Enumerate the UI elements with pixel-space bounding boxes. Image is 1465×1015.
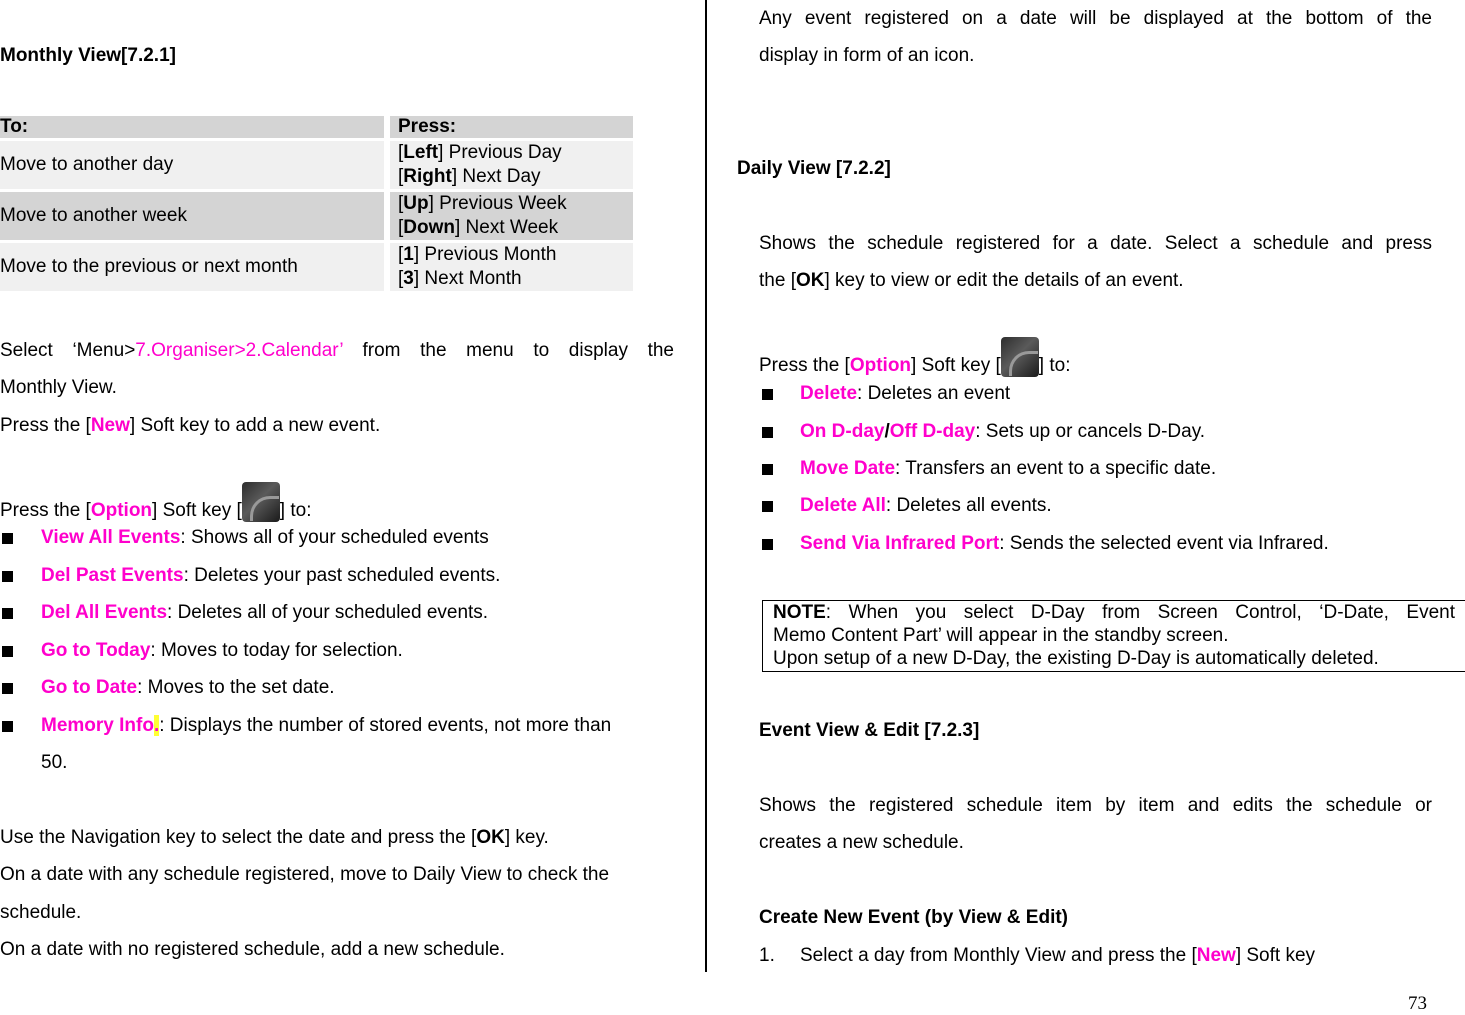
- daily-view-title: Daily View [7.2.2]: [737, 158, 891, 179]
- step-text: Select a day from Monthly View and press the [New] Soft key: [800, 945, 1316, 966]
- monthly-view-title: Monthly View[7.2.1]: [0, 45, 176, 66]
- list-item: Del Past Events: Deletes your past scheduled events.: [41, 565, 501, 586]
- bullet-icon: [762, 389, 773, 400]
- table-row: Move to another day [Left] Previous Day [Right] Next Day: [0, 141, 633, 189]
- list-item: Delete All: Deletes all events.: [800, 495, 1052, 516]
- list-item: Go to Date: Moves to the set date.: [41, 677, 335, 698]
- list-item: View All Events: Shows all of your scheduled events: [41, 527, 489, 548]
- column-divider: [705, 0, 707, 972]
- bullet-icon: [2, 646, 13, 657]
- soft-key-icon: [1001, 337, 1039, 377]
- navigation-text: Use the Navigation key to select the date and press the [OK] key.: [0, 827, 549, 848]
- bullet-icon: [2, 721, 13, 732]
- list-item: On D-day/Off D-day: Sets up or cancels D-Day.: [800, 421, 1206, 442]
- bullet-icon: [762, 539, 773, 550]
- table-header-press: Press:: [384, 116, 633, 138]
- table-header-to: To:: [0, 116, 384, 138]
- event-view-title: Event View & Edit [7.2.3]: [759, 720, 980, 741]
- table-row: Move to the previous or next month [1] Previous Month [3] Next Month: [0, 243, 633, 291]
- create-event-title: Create New Event (by View & Edit): [759, 907, 1069, 928]
- list-item: Go to Today: Moves to today for selection.: [41, 640, 403, 661]
- bullet-icon: [762, 464, 773, 475]
- page-number: 73: [1408, 993, 1427, 1014]
- bullet-icon: [762, 501, 773, 512]
- key-table: [0, 113, 633, 294]
- press-option-text: Press the [Option] Soft key [ ] to:: [0, 482, 311, 522]
- list-item: Memory Info.: Displays the number of stored events, not more than: [41, 715, 612, 736]
- note-box: NOTE: When you select D-Day from Screen Control, ‘D-Date, Event Memo Content Part’ will appear in the standby screen. Upon setup of a new D-Day, the existing D-Day is automatically deleted.: [762, 600, 1465, 672]
- press-new-text: Press the [New] Soft key to add a new event.: [0, 415, 381, 436]
- step-number: 1.: [759, 945, 775, 966]
- bullet-icon: [2, 533, 13, 544]
- bullet-icon: [2, 608, 13, 619]
- list-item: Send Via Infrared Port: Sends the selected event via Infrared.: [800, 533, 1329, 554]
- table-row: Move to another week [Up] Previous Week [Down] Next Week: [0, 192, 633, 240]
- bullet-icon: [2, 683, 13, 694]
- bullet-icon: [762, 427, 773, 438]
- list-item: Del All Events: Deletes all of your scheduled events.: [41, 602, 489, 623]
- list-item: Move Date: Transfers an event to a specific date.: [800, 458, 1217, 479]
- select-menu-text: Select ‘Menu>7.Organiser>2.Calendar’ from the menu to display the: [0, 340, 675, 361]
- soft-key-icon: [242, 482, 280, 522]
- press-option-text-right: Press the [Option] Soft key [ ] to:: [759, 337, 1070, 377]
- bullet-icon: [2, 571, 13, 582]
- list-item: Delete: Deletes an event: [800, 383, 1011, 404]
